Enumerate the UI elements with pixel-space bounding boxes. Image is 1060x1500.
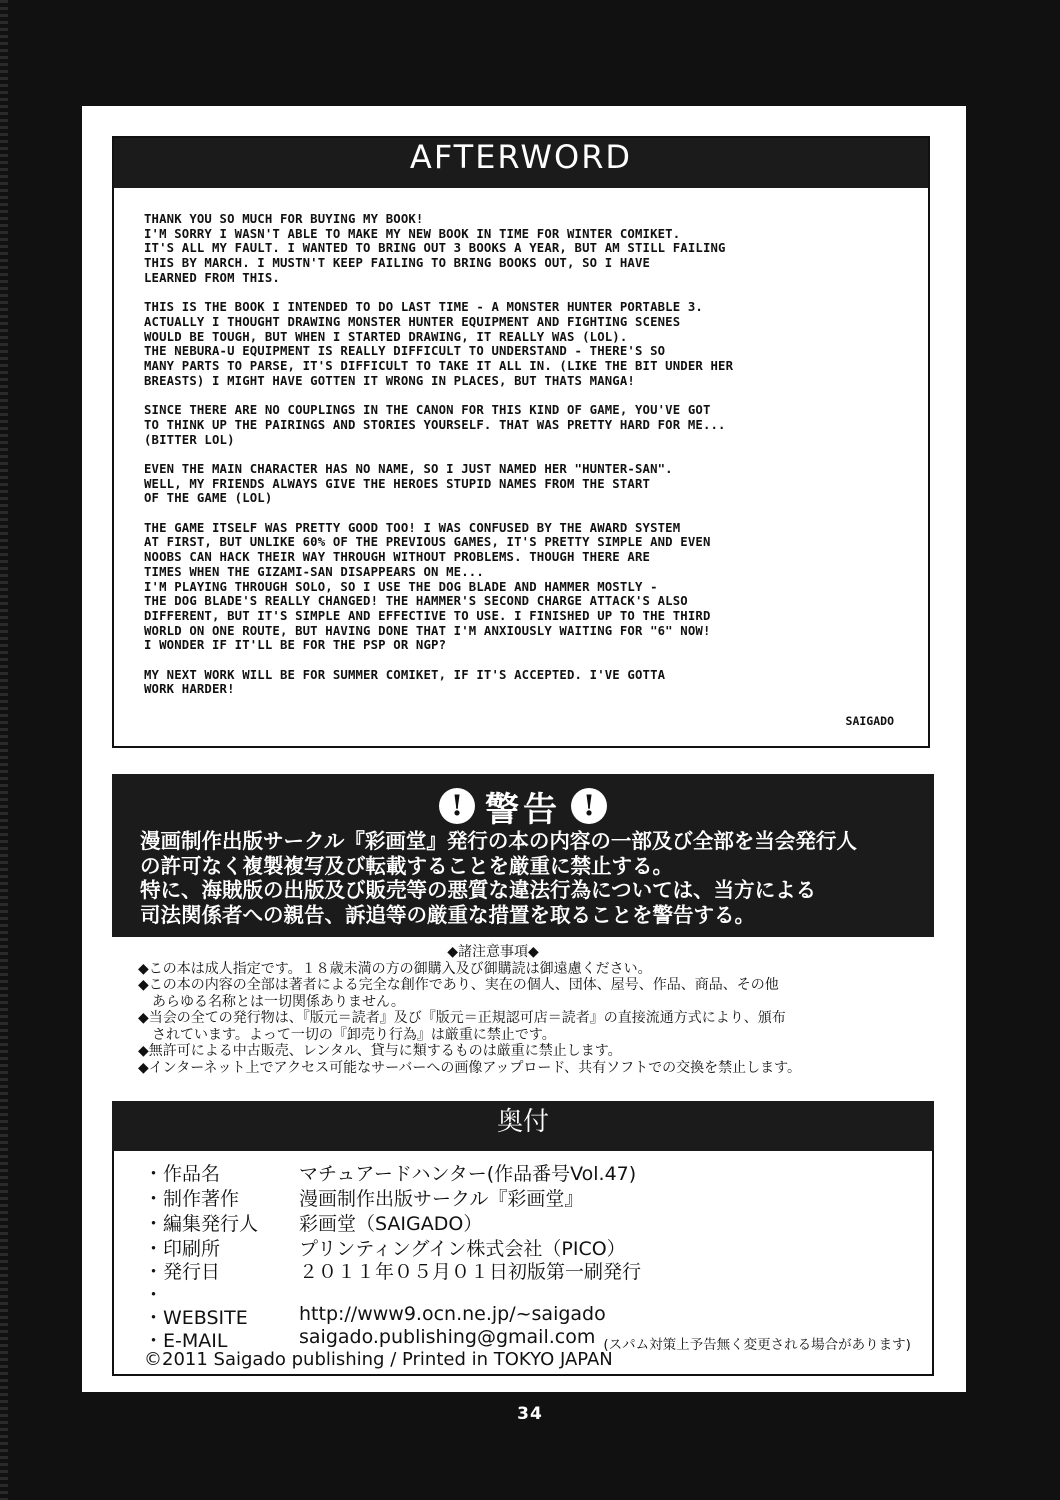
notes-line: あらゆる名称とは一切関係ありません。 xyxy=(138,993,405,1010)
copyright: ©2011 Saigado publishing / Printed in TOKYO JAPAN xyxy=(144,1349,613,1370)
colophon-value: 彩画堂（SAIGADO） xyxy=(299,1213,483,1235)
notes-title: ◆諸注意事項◆ xyxy=(447,944,539,960)
warning-line: 司法関係者への親告、訴追等の厳重な措置を取ることを警告する。 xyxy=(140,902,755,927)
exclamation-icon: ! xyxy=(439,788,475,824)
colophon-value: マチュアードハンター(作品番号Vol.47) xyxy=(299,1163,637,1185)
colophon-row xyxy=(144,1184,583,1211)
colophon-key: ・WEBSITE xyxy=(144,1307,248,1329)
colophon-key: ・E-MAIL xyxy=(144,1330,228,1352)
notes-line: ◆無許可による中古販売、レンタル、貸与に類するものは厳重に禁止します。 xyxy=(138,1043,622,1059)
colophon-row xyxy=(144,1209,482,1236)
notes-line: されています。よって一切の『卸売り行為』は厳重に禁止です。 xyxy=(138,1026,556,1043)
afterword-paragraph: EVEN THE MAIN CHARACTER HAS NO NAME, SO I JUST NAMED HER "HUNTER-SAN". WELL, MY FRIENDS ALWAYS GIVE THE HEROES STUPID NAMES FROM THE START OF THE GAME (LOL) xyxy=(144,461,673,506)
colophon-value: 漫画制作出版サークル『彩画堂』 xyxy=(299,1188,584,1210)
document-page xyxy=(82,106,966,1392)
notes-line: ◆インターネット上でアクセス可能なサーバーへの画像アップロード、共有ソフトでの交換を禁止します。 xyxy=(138,1059,802,1076)
colophon-row xyxy=(144,1159,636,1186)
warning-text xyxy=(140,829,920,927)
scan-edge xyxy=(0,0,8,1500)
colophon-section xyxy=(112,1151,934,1376)
colophon-key: ・ xyxy=(144,1284,164,1306)
colophon-key: ・制作著作 xyxy=(144,1188,240,1210)
afterword-title: AFTERWORD xyxy=(114,138,928,188)
email-note: (スパム対策上予告無く変更される場合があります) xyxy=(603,1337,911,1353)
warning-line: 漫画制作出版サークル『彩画堂』発行の本の内容の一部及び全部を当会発行人 xyxy=(140,829,857,853)
afterword-section xyxy=(112,136,930,748)
afterword-paragraph: THANK YOU SO MUCH FOR BUYING MY BOOK! I'M SORRY I WASN'T ABLE TO MAKE MY NEW BOOK IN TIME FOR WINTER COMIKET. IT'S ALL MY FAULT. I WANTED TO BRING OUT 3 BOOKS A YEAR, BUT AM STILL FAILING THIS BY MARCH. I MUSTN'T KEEP FAILING TO BRING BOOKS OUT, SO I HAVE LEARNED FROM THIS. xyxy=(144,212,726,285)
website-url[interactable]: http://www9.ocn.ne.jp/~saigado xyxy=(299,1303,606,1325)
notes-section xyxy=(138,944,928,1076)
colophon-title: 奥付 xyxy=(112,1101,934,1151)
afterword-body xyxy=(144,212,794,712)
warning-header xyxy=(112,786,934,830)
author-signature: SAIGADO xyxy=(845,714,894,728)
afterword-paragraph: THE GAME ITSELF WAS PRETTY GOOD TOO! I WAS CONFUSED BY THE AWARD SYSTEM AT FIRST, BUT UNLIKE 60% OF THE PREVIOUS GAMES, IT'S PRETTY SIMPLE AND EVEN NOOBS CAN HACK THEIR WAY THROUGH WITHOUT PROBLEMS. THOUGH THERE ARE TIMES WHEN THE GIZAMI-SAN DISAPPEARS ON ME... I'M PLAYING THROUGH SOLO, SO I USE THE DOG BLADE AND HAMMER MOSTLY - THE DOG BLADE'S REALLY CHANGED! THE HAMMER'S SECOND CHARGE ATTACK'S ALSO DIFFERENT, BUT IT'S SIMPLE AND EFFECTIVE TO USE. I FINISHED UP TO THE THIRD WORLD ON ONE ROUTE, BUT HAVING DONE THAT I'M ANXIOUSLY WAITING FOR "6" NOW! I WONDER IF IT'LL BE FOR THE PSP OR NGP? xyxy=(144,520,711,653)
warning-line: の許可なく複製複写及び転載することを厳重に禁止する。 xyxy=(140,853,673,878)
colophon-key: ・印刷所 xyxy=(144,1238,221,1260)
afterword-paragraph: THIS IS THE BOOK I INTENDED TO DO LAST TIME - A MONSTER HUNTER PORTABLE 3. ACTUALLY I THOUGHT DRAWING MONSTER HUNTER EQUIPMENT AND FIGHTING SCENES WOULD BE TOUGH, BUT WHEN I STARTED DRAWING, IT REALLY WAS (LOL). THE NEBURA-U EQUIPMENT IS REALLY DIFFICULT TO UNDERSTAND - THERE'S SO MANY PARTS TO PARSE, IT'S DIFFICULT TO TAKE IT ALL IN. (LIKE THE BIT UNDER HER BREASTS) I MIGHT HAVE GOTTEN IT WRONG IN PLACES, BUT THATS MANGA! xyxy=(144,300,734,388)
exclamation-icon: ! xyxy=(571,788,607,824)
warning-line: 特に、海賊版の出版及び販売等の悪質な違法行為については、当方による xyxy=(140,878,817,902)
page-number: 34 xyxy=(517,1404,543,1424)
notes-line: ◆この本は成人指定です。１８歳未満の方の御購入及び御購読は御遠慮ください。 xyxy=(138,960,652,977)
warning-section xyxy=(112,774,934,937)
colophon-key: ・作品名 xyxy=(144,1163,221,1185)
notes-line: ◆この本の内容の全部は著者による完全な創作であり、実在の個人、団体、屋号、作品、商品、その他 xyxy=(138,977,779,993)
afterword-paragraph: SINCE THERE ARE NO COUPLINGS IN THE CANON FOR THIS KIND OF GAME, YOU'VE GOT TO THINK UP THE PAIRINGS AND STORIES YOURSELF. THAT WAS PRETTY HARD FOR ME... (BITTER LOL) xyxy=(144,403,726,447)
colophon-value: ２０１１年０５月０１日初版第一刷発行 xyxy=(299,1261,642,1283)
notes-line: ◆当会の全ての発行物は、『版元＝読者』及び『版元＝正規認可店＝読者』の直接流通方式により、頒布 xyxy=(138,1010,786,1026)
email-address[interactable]: saigado.publishing@gmail.com xyxy=(299,1326,596,1348)
colophon-key: ・編集発行人 xyxy=(144,1213,259,1235)
afterword-paragraph: MY NEXT WORK WILL BE FOR SUMMER COMIKET, IF IT'S ACCEPTED. I'VE GOTTA WORK HARDER! xyxy=(144,667,666,697)
colophon-key: ・発行日 xyxy=(144,1261,221,1283)
warning-title: 警告 xyxy=(485,789,561,830)
colophon-value: プリンティングイン株式会社（PICO） xyxy=(299,1238,626,1260)
